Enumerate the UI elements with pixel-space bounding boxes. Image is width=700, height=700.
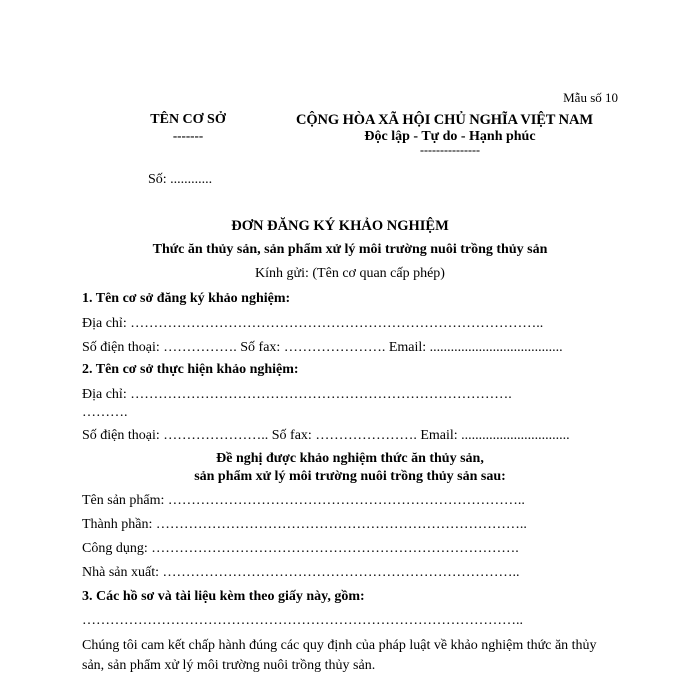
product-manufacturer: Nhà sản xuất: …………………………………………………………………..: [82, 565, 520, 580]
product-name: Tên sản phẩm: …………………………………………………………………..: [82, 493, 525, 508]
recipient-line: Kính gửi: (Tên cơ quan cấp phép): [255, 266, 445, 281]
section2-address: Địa chỉ: ……………………………………………………………………….: [82, 387, 512, 402]
section1-heading: 1. Tên cơ sở đăng ký khảo nghiệm:: [82, 291, 291, 306]
section2-address-cont: ……….: [82, 405, 128, 420]
section3-dots: …………………………………………………………………………………..: [82, 613, 523, 628]
section1-address: Địa chỉ: ……………………………………………………………………………..: [82, 316, 544, 331]
product-composition: Thành phần: ……………………………………………………………………..: [82, 517, 527, 532]
section1-contact: Số điện thoại: ……………. Số fax: …………………. Email: ......................................: [82, 340, 563, 355]
document-number: Số: ............: [148, 172, 213, 187]
product-usage: Công dụng: …………………………………………………………………….: [82, 541, 519, 556]
section3-heading: 3. Các hồ sơ và tài liệu kèm theo giấy này, gồm:: [82, 589, 365, 604]
national-motto: Độc lập - Tự do - Hạnh phúc: [364, 129, 536, 144]
commitment-text: Chúng tôi cam kết chấp hành đúng các quy định của pháp luật về khảo nghiệm thức ăn thủy sản, sản phẩm xử lý môi trường nuôi trồng thủy sản.: [82, 638, 597, 673]
request-line-1: Đề nghị được khảo nghiệm thức ăn thủy sản,: [216, 451, 484, 466]
form-number: Mẫu số 10: [563, 90, 618, 105]
document-subtitle: Thức ăn thủy sản, sản phẩm xử lý môi trường nuôi trồng thủy sản: [152, 242, 548, 257]
motto-divider: ---------------: [420, 143, 480, 157]
nation-title: CỘNG HÒA XÃ HỘI CHỦ NGHĨA VIỆT NAM: [296, 112, 593, 128]
section2-heading: 2. Tên cơ sở thực hiện khảo nghiệm:: [82, 362, 299, 377]
org-divider: -------: [172, 128, 204, 143]
org-name: TÊN CƠ SỞ: [150, 112, 226, 127]
document-title: ĐƠN ĐĂNG KÝ KHẢO NGHIỆM: [231, 218, 449, 234]
section2-contact: Số điện thoại: ………………….. Số fax: …………………. Email: ...............................: [82, 428, 570, 443]
request-line-2: sản phẩm xử lý môi trường nuôi trồng thủy sản sau:: [194, 469, 506, 484]
